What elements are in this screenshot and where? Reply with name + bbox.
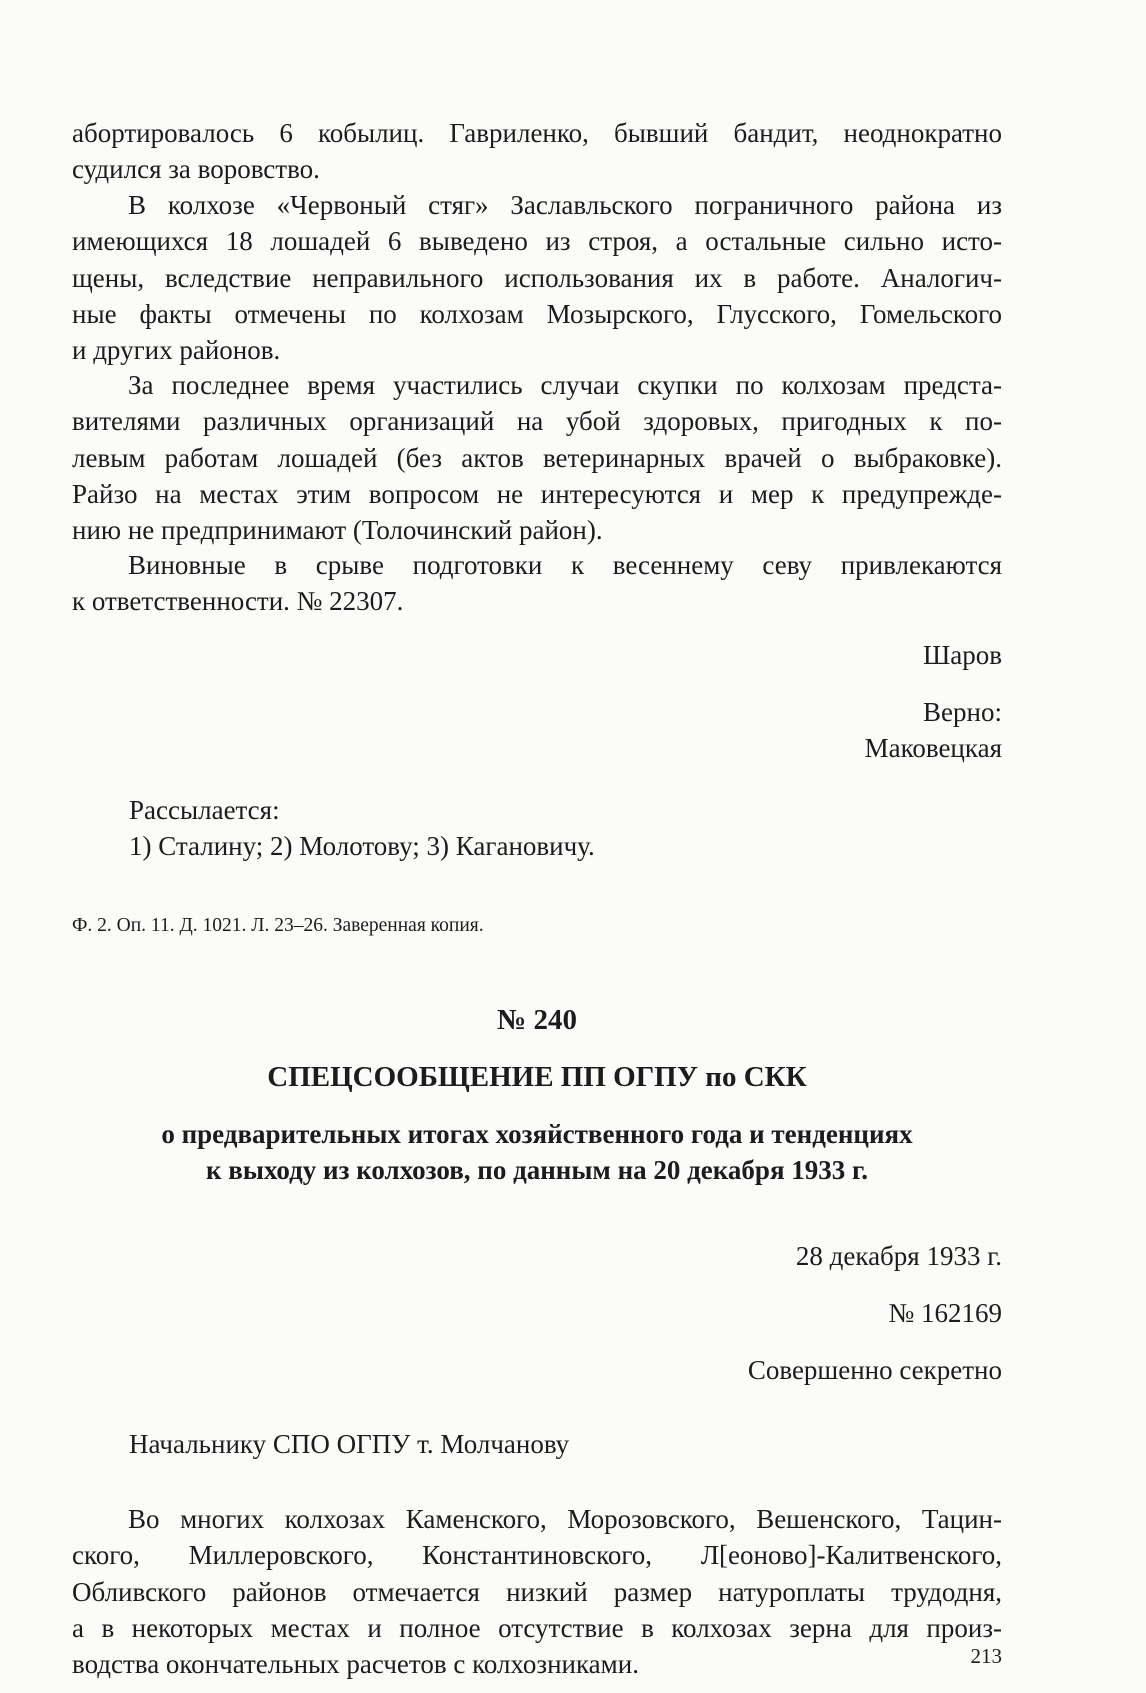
text-line: Во многих колхозах Каменского, Морозовского, Вешенского, Тацин-	[128, 1504, 1002, 1534]
subtitle-line: о предварительных итогах хозяйственного года и тенденциях	[161, 1119, 913, 1149]
text-line: левым работам лошадей (без актов ветеринарных врачей о выбраковке).	[72, 442, 1002, 473]
document-body	[72, 1501, 1002, 1682]
document-number: № 240	[497, 1004, 577, 1036]
document-subtitle	[72, 1116, 1002, 1188]
text-line: абортировалось 6 кобылиц. Гавриленко, бывший бандит, неоднократно	[72, 118, 1002, 148]
text-line: Райзо на местах этим вопросом не интересуются и мер к предупрежде-	[72, 478, 1002, 509]
document-title: СПЕЦСООБЩЕНИЕ ПП ОГПУ по СКК	[267, 1061, 807, 1093]
paragraph-chervony-styag	[72, 187, 1002, 368]
text-line: нию не предпринимают (Толочинский район).	[72, 515, 603, 546]
paragraph-continuation	[72, 115, 1002, 188]
text-line: щены, вследствие неправильного использования их в работе. Аналогич-	[72, 262, 1002, 293]
text-line: к ответственности. № 22307.	[72, 586, 404, 617]
text-line: и других районов.	[72, 335, 281, 366]
text-line: вителями различных организаций на убой здоровых, пригодных к по-	[72, 406, 1002, 437]
distribution-label: Рассылается:	[129, 795, 280, 825]
document-ref-number: № 162169	[888, 1298, 1002, 1328]
archive-reference: Ф. 2. Оп. 11. Д. 1021. Л. 23–26. Заверенная копия.	[72, 915, 484, 936]
text-line: а в некоторых местах и полное отсутствие в колхозах зерна для произ-	[72, 1612, 1002, 1643]
text-line: Виновные в срыве подготовки к весеннему севу привлекаются	[128, 550, 1002, 580]
document-date: 28 декабря 1933 г.	[795, 1241, 1002, 1271]
verno-name: Маковецкая	[864, 733, 1002, 763]
text-line: В колхозе «Червоный стяг» Заславльского пограничного района из	[128, 190, 1002, 220]
paragraph-horse-purchases	[72, 367, 1002, 548]
text-line: имеющихся 18 лошадей 6 выведено из строя, а остальные сильно исто-	[72, 226, 1002, 257]
signature-name: Шаров	[923, 640, 1002, 670]
text-line: За последнее время участились случаи скупки по колхозам предста-	[128, 370, 1002, 400]
text-line: ные факты отмечены по колхозам Мозырского, Глусского, Гомельского	[72, 298, 1002, 329]
subtitle-line: к выходу из колхозов, по данным на 20 декабря 1933 г.	[205, 1155, 869, 1185]
classification-label: Совершенно секретно	[747, 1355, 1002, 1385]
text-line: судился за воровство.	[72, 154, 320, 185]
paragraph-responsibility	[72, 547, 1002, 620]
page-number: 213	[970, 1644, 1002, 1668]
text-line: водства окончательных расчетов с колхозниками.	[72, 1649, 639, 1680]
addressee: Начальнику СПО ОГПУ т. Молчанову	[129, 1429, 570, 1459]
document-page	[72, 0, 1002, 1693]
verno-label: Верно:	[923, 697, 1002, 727]
text-line: Обливского районов отмечается низкий размер натуроплаты трудодня,	[72, 1576, 1002, 1607]
distribution-list: 1) Сталину; 2) Молотову; 3) Кагановичу.	[129, 831, 595, 861]
text-line: ского, Миллеровского, Константиновского, Л[еоново]-Калитвенского,	[72, 1540, 1002, 1571]
